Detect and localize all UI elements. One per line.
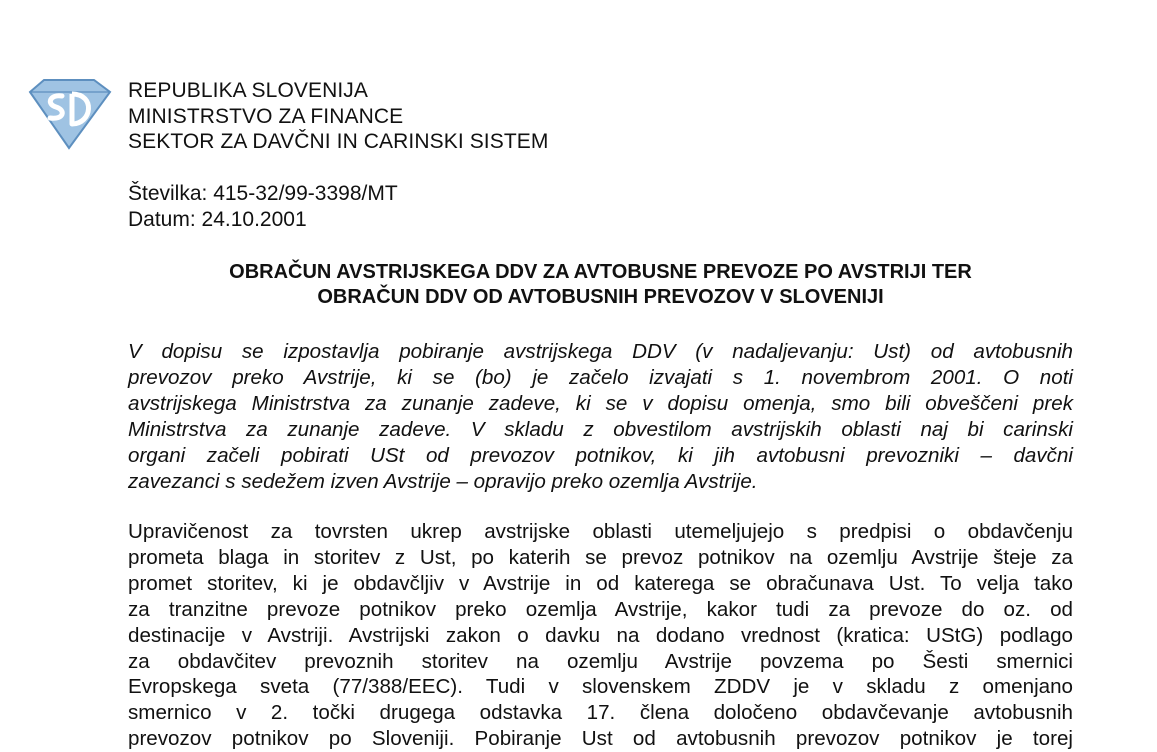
reference-block	[128, 181, 398, 233]
body-line: prometa blaga in storitev z Ust, po katerih se prevoz potnikov na ozemlju Avstrije šteje za	[128, 545, 1073, 569]
header-sector: SEKTOR ZA DAVČNI IN CARINSKI SISTEM	[128, 130, 549, 153]
document-title	[128, 260, 1073, 310]
title-line-1: OBRAČUN AVSTRIJSKEGA DDV ZA AVTOBUSNE PREVOZE PO AVSTRIJI TER	[229, 261, 972, 283]
body-line: Evropskega sveta (77/388/EEC). Tudi v slovenskem ZDDV je v skladu z omenjano	[128, 675, 1073, 699]
issuer-header	[128, 78, 548, 155]
body-line: za tranzitne prevoze potnikov preko ozemlja Avstrije, kakor tudi za prevoze do oz. od	[128, 597, 1073, 621]
ministry-logo	[26, 78, 112, 150]
body-paragraph	[128, 519, 1073, 752]
body-line: Upravičenost za tovrsten ukrep avstrijske oblasti utemeljujejo s predpisi o obdavčenju	[128, 520, 1073, 543]
intro-line: organi začeli pobirati USt od prevozov potnikov, ki jih avtobusni prevozniki – davčni	[128, 443, 1073, 467]
intro-line: Ministrstva za zunanje zadeve. V skladu z obvestilom avstrijskih oblasti naj bi carinski	[128, 417, 1073, 441]
intro-line: V dopisu se izpostavlja pobiranje avstrijskega DDV (v nadaljevanju: Ust) od avtobusnih	[128, 340, 1073, 363]
intro-line: prevozov preko Avstrije, ki se (bo) je začelo izvajati s 1. novembrom 2001. O noti	[128, 365, 1073, 389]
header-country: REPUBLIKA SLOVENIJA	[128, 79, 368, 102]
body-line: za obdavčitev prevoznih storitev na ozemlju Avstrije povzema po Šesti smernici	[128, 649, 1073, 673]
document-date: Datum: 24.10.2001	[128, 208, 307, 231]
body-line: destinacije v Avstriji. Avstrijski zakon o davku na dodano vrednost (kratica: UStG) podlago	[128, 623, 1073, 647]
intro-line: zavezanci s sedežem izven Avstrije – opravijo preko ozemlja Avstrije.	[128, 469, 758, 493]
header-ministry: MINISTRSTVO ZA FINANCE	[128, 104, 404, 128]
body-line: prevozov potnikov po Sloveniji. Pobiranje Ust od avtobusnih prevozov potnikov je torej	[128, 727, 1073, 751]
body-line: smernico v 2. točki drugega odstavka 17. člena določeno obdavčevanje avtobusnih	[128, 701, 1073, 725]
intro-paragraph	[128, 339, 1073, 494]
body-line: promet storitev, ki je obdavčljiv v Avstrije in od katerega se obračunava Ust. To velja tako	[128, 571, 1073, 595]
title-line-2: OBRAČUN DDV OD AVTOBUSNIH PREVOZOV V SLOVENIJI	[317, 286, 884, 308]
intro-line: avstrijskega Ministrstva za zunanje zadeve, ki se v dopisu omenja, smo bili obveščeni prek	[128, 391, 1073, 415]
document-number: Številka: 415-32/99-3398/MT	[128, 182, 398, 205]
